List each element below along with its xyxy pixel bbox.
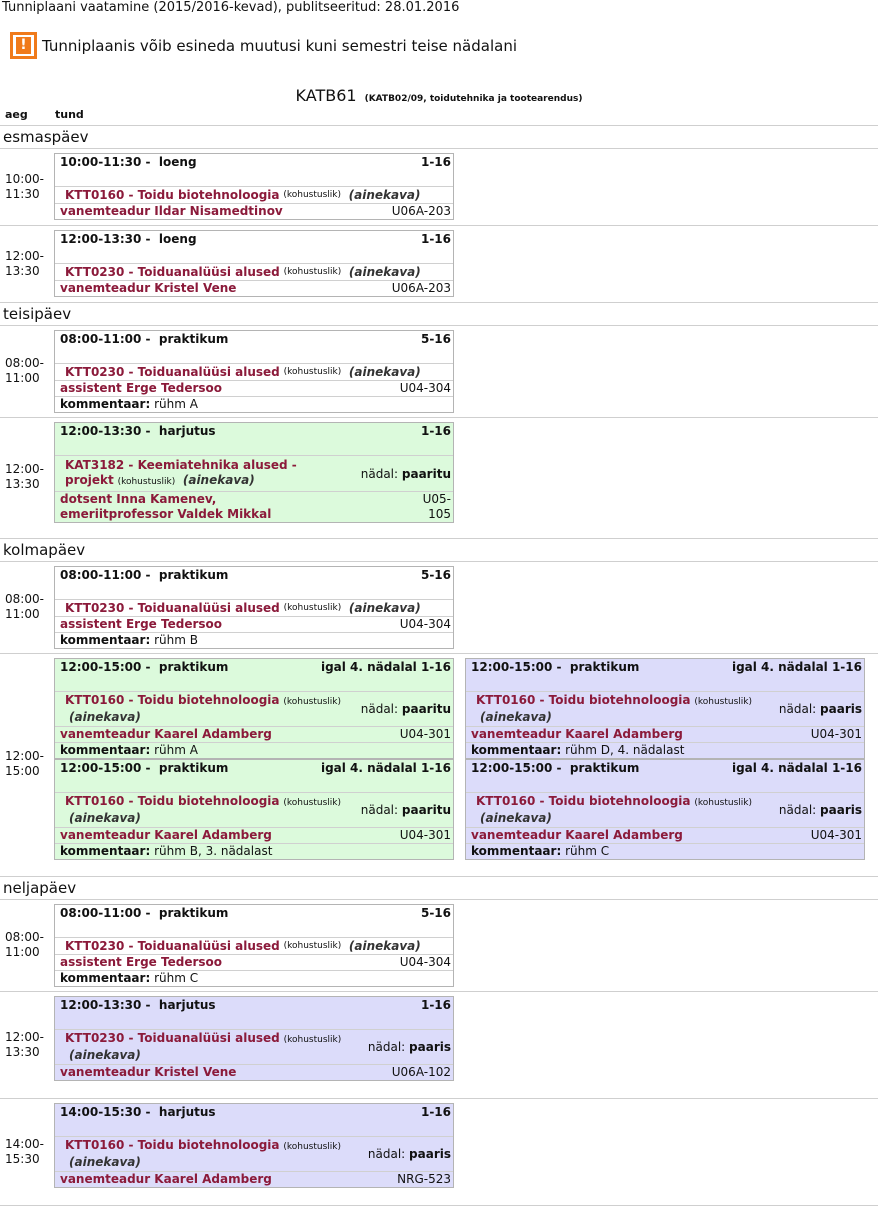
- teacher-link[interactable]: assistent Erge Tedersoo: [60, 617, 222, 631]
- lesson-card[interactable]: 12:00-15:00 - praktikum igal 4. nädalal 1-16 KTT0160 - Toidu biotehnoloogia (kohustuslik) (ainekava) nädal: paaritu vanemteadur Kaarel Adamberg U04-301 kommentaar: rühm A: [54, 658, 454, 759]
- divider: [0, 538, 878, 539]
- divider: [0, 653, 878, 654]
- teacher-link[interactable]: assistent Erge Tedersoo: [60, 955, 222, 969]
- syllabus-link[interactable]: (ainekava): [348, 938, 421, 953]
- course-link[interactable]: KTT0160 - Toidu biotehnoloogia: [65, 187, 280, 202]
- teacher-link[interactable]: vanemteadur Kaarel Adamberg: [60, 1172, 272, 1186]
- divider: [0, 417, 878, 418]
- teacher-link[interactable]: vanemteadur Kaarel Adamberg: [60, 727, 272, 741]
- course-link[interactable]: KTT0230 - Toiduanalüüsi alused: [65, 1031, 280, 1045]
- day-wednesday: kolmapäev: [3, 541, 86, 559]
- divider: [0, 991, 878, 992]
- group-description: (KATB02/09, toidutehnika ja tootearendus): [364, 94, 583, 104]
- notice-text: Tunniplaanis võib esineda muutusi kuni semestri teise nädalani: [42, 36, 517, 55]
- time-cell: 12:00- 13:30: [5, 462, 44, 491]
- course-link[interactable]: KTT0160 - Toidu biotehnoloogia: [476, 794, 691, 808]
- divider: [0, 325, 878, 326]
- group-title: [0, 86, 878, 105]
- divider: [0, 876, 878, 877]
- syllabus-link[interactable]: (ainekava): [348, 264, 421, 279]
- teacher-link[interactable]: vanemteadur Kaarel Adamberg: [60, 828, 272, 842]
- lesson-card[interactable]: 12:00-15:00 - praktikum igal 4. nädalal 1-16 KTT0160 - Toidu biotehnoloogia (kohustuslik) (ainekava) nädal: paaris vanemteadur Kaarel Adamberg U04-301 kommentaar: rühm D, 4. nädalast: [465, 658, 865, 759]
- time-cell: 14:00- 15:30: [5, 1137, 44, 1166]
- divider: [0, 1098, 878, 1099]
- course-link[interactable]: KTT0160 - Toidu biotehnoloogia: [476, 693, 691, 707]
- time-cell: 10:00- 11:30: [5, 172, 44, 201]
- divider: [0, 561, 878, 562]
- time-cell: 08:00- 11:00: [5, 356, 44, 385]
- teacher-link[interactable]: vanemteadur Kaarel Adamberg: [471, 828, 683, 842]
- lesson-card[interactable]: 08:00-11:00 - praktikum 5-16 KTT0230 - Toiduanalüüsi alused (kohustuslik) (ainekava) assistent Erge Tedersoo U04-304 kommentaar: rühm B: [54, 566, 454, 649]
- syllabus-link[interactable]: (ainekava): [480, 811, 552, 825]
- divider: [0, 125, 878, 126]
- lesson-card[interactable]: 12:00-13:30 - harjutus 1-16 KTT0230 - Toiduanalüüsi alused (kohustuslik) (ainekava) nädal: paaris vanemteadur Kristel Vene U06A-102: [54, 996, 454, 1081]
- course-link[interactable]: KTT0230 - Toiduanalüüsi alused: [65, 938, 280, 953]
- warning-icon: !: [10, 32, 37, 59]
- syllabus-link[interactable]: (ainekava): [69, 710, 141, 724]
- day-monday: esmaspäev: [3, 128, 89, 146]
- syllabus-link[interactable]: (ainekava): [480, 710, 552, 724]
- teacher-link[interactable]: dotsent Inna Kamenev,: [60, 492, 217, 506]
- syllabus-link[interactable]: (ainekava): [348, 187, 421, 202]
- divider: [0, 225, 878, 226]
- syllabus-link[interactable]: (ainekava): [69, 1155, 141, 1169]
- lesson-card[interactable]: 12:00-15:00 - praktikum igal 4. nädalal 1-16 KTT0160 - Toidu biotehnoloogia (kohustuslik) (ainekava) nädal: paaritu vanemteadur Kaarel Adamberg U04-301 kommentaar: rühm B, 3. nädalast: [54, 759, 454, 860]
- lesson-card[interactable]: 10:00-11:30 - loeng 1-16 KTT0160 - Toidu biotehnoloogia (kohustuslik) (ainekava) vanemteadur Ildar Nisamedtinov U06A-203: [54, 153, 454, 220]
- group-code: KATB61: [295, 86, 357, 105]
- divider: [0, 302, 878, 303]
- notice: [10, 32, 517, 59]
- lesson-card[interactable]: 08:00-11:00 - praktikum 5-16 KTT0230 - Toiduanalüüsi alused (kohustuslik) (ainekava) assistent Erge Tedersoo U04-304 kommentaar: rühm A: [54, 330, 454, 413]
- divider: [0, 899, 878, 900]
- time-cell: 08:00- 11:00: [5, 930, 44, 959]
- course-link[interactable]: KTT0230 - Toiduanalüüsi alused: [65, 364, 280, 379]
- teacher-link[interactable]: vanemteadur Kaarel Adamberg: [471, 727, 683, 741]
- teacher-link[interactable]: emeriitprofessor Valdek Mikkal: [60, 507, 272, 521]
- column-header-lesson: tund: [55, 108, 84, 121]
- lesson-card[interactable]: 12:00-13:30 - loeng 1-16 KTT0230 - Toiduanalüüsi alused (kohustuslik) (ainekava) vanemteadur Kristel Vene U06A-203: [54, 230, 454, 297]
- day-tuesday: teisipäev: [3, 305, 72, 323]
- lesson-card[interactable]: 14:00-15:30 - harjutus 1-16 KTT0160 - Toidu biotehnoloogia (kohustuslik) (ainekava) nädal: paaris vanemteadur Kaarel Adamberg NRG-523: [54, 1103, 454, 1188]
- teacher-link[interactable]: vanemteadur Kristel Vene: [60, 281, 237, 295]
- page-title: Tunniplaani vaatamine (2015/2016-kevad), publitseeritud: 28.01.2016: [2, 0, 460, 15]
- lesson-card[interactable]: 08:00-11:00 - praktikum 5-16 KTT0230 - Toiduanalüüsi alused (kohustuslik) (ainekava) assistent Erge Tedersoo U04-304 kommentaar: rühm C: [54, 904, 454, 987]
- teacher-link[interactable]: assistent Erge Tedersoo: [60, 381, 222, 395]
- lesson-card[interactable]: 12:00-13:30 - harjutus 1-16 KAT3182 - Keemiatehnika alused - projekt (kohustuslik) (ainekava) nädal: paaritu dotsent Inna Kamenev, emeriitprofessor Valdek Mikkal U05- 105: [54, 422, 454, 523]
- course-link[interactable]: KTT0160 - Toidu biotehnoloogia: [65, 1138, 280, 1152]
- course-link[interactable]: KTT0160 - Toidu biotehnoloogia: [65, 693, 280, 707]
- syllabus-link[interactable]: (ainekava): [348, 600, 421, 615]
- teacher-link[interactable]: vanemteadur Kristel Vene: [60, 1065, 237, 1079]
- column-header-time: aeg: [5, 108, 28, 121]
- time-cell: 08:00- 11:00: [5, 592, 44, 621]
- syllabus-link[interactable]: (ainekava): [348, 364, 421, 379]
- course-link[interactable]: KTT0160 - Toidu biotehnoloogia: [65, 794, 280, 808]
- course-link[interactable]: KTT0230 - Toiduanalüüsi alused: [65, 264, 280, 279]
- lesson-card[interactable]: 12:00-15:00 - praktikum igal 4. nädalal 1-16 KTT0160 - Toidu biotehnoloogia (kohustuslik) (ainekava) nädal: paaris vanemteadur Kaarel Adamberg U04-301 kommentaar: rühm C: [465, 759, 865, 860]
- course-link[interactable]: KAT3182 - Keemiatehnika alused -: [65, 458, 297, 472]
- time-cell: 12:00- 13:30: [5, 249, 44, 278]
- course-link[interactable]: KTT0230 - Toiduanalüüsi alused: [65, 600, 280, 615]
- day-thursday: neljapäev: [3, 879, 77, 897]
- divider: [0, 148, 878, 149]
- time-cell: 12:00- 15:00: [5, 749, 44, 778]
- syllabus-link[interactable]: (ainekava): [69, 811, 141, 825]
- syllabus-link[interactable]: (ainekava): [182, 473, 255, 487]
- time-cell: 12:00- 13:30: [5, 1030, 44, 1059]
- syllabus-link[interactable]: (ainekava): [69, 1048, 141, 1062]
- teacher-link[interactable]: vanemteadur Ildar Nisamedtinov: [60, 204, 283, 218]
